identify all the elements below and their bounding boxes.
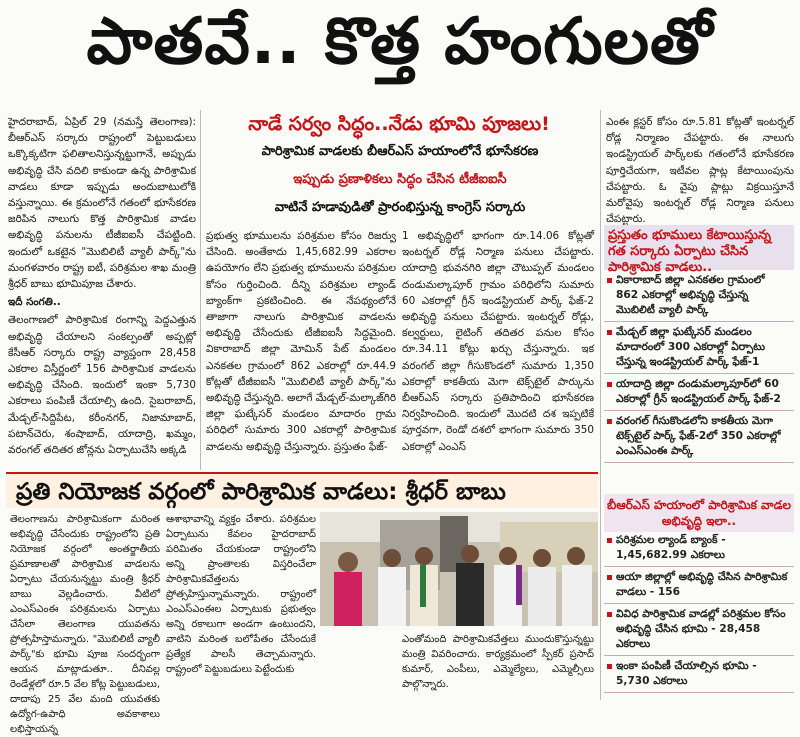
sub-headline-1: నాడే సర్వం సిద్ధం..నేడు భూమి పూజలు! xyxy=(248,113,550,135)
list-item: వరంగల్ గీసుకొండలోని కాకతీయ మెగా టెక్స్‌టైల్ పార్క్ ఫేజ్-2లో 350 ఎకరాల్లో ఎంఎస్ఎంఈ పార్క్ xyxy=(604,411,794,463)
box2-list xyxy=(604,530,794,693)
list-item: మేడ్చల్ జిల్లా ఘట్కేసర్ మండలం మాదారంలో 300 ఎకరాల్లో ఏర్పాటు చేస్తున్న ఇండస్ట్రియల్ పార్క్ ఫేజ్-1 xyxy=(604,322,794,374)
list-item: వికారాబాద్ జిల్లా ఎనకతల గ్రామంలో 862 ఎకరాల్లో అభివృద్ధి చేస్తున్న మొబిలిటీ వ్యాలీ పార్క్ xyxy=(604,270,794,322)
box1-title: ప్రస్తుతం భూములు కేటాయిస్తున్న గత సర్కారు ఏర్పాటు చేసిన పారిశ్రామిక వాడలు.. xyxy=(604,225,794,270)
column-1-subhead: ఇదీ సంగతి.. xyxy=(8,296,61,309)
column-1 xyxy=(8,114,196,458)
banner-headline: ప్రతి నియోజక వర్గంలో పారిశ్రామిక వాడలు: శ్రీధర్ బాబు xyxy=(6,472,598,508)
event-photo xyxy=(320,512,598,626)
list-item: పరిశ్రమల ల్యాండ్ బ్యాంక్ - 1,45,682.99 ఎకరాలు xyxy=(604,530,794,567)
sub-headline-4: వాటినే హడావుడితో ప్రారంభిస్తున్న కాంగ్రెస్ సర్కారు xyxy=(274,200,526,215)
photo-illustration xyxy=(320,512,598,626)
headline: పాతవే.. కొత్త హంగులతో xyxy=(86,4,714,79)
box2-title: బీఆర్ఎస్ హయాంలో పారిశ్రామిక వాడల అభివృద్ధి ఇలా.. xyxy=(604,494,794,532)
column-1-para-2: తెలంగాణలో పారిశ్రామిక రంగాన్ని పెద్దఎత్తున అభివృద్ధి చేయాలని సంకల్పంతో అప్పట్లో కేసీఆర్ సర్కారు రాష్ట్ర వ్యాప్తంగా 28,458 ఎకరాల విస్తీర్ణంలో 156 పారిశ్రామిక వాడలను అభివృద్ధి చేసింది. ఇందులో ఇంకా 5,730 ఎకరాలు పంపిణీ చేయాల్సి ఉంది. సైబరాబాద్, మేడ్చల్-సిద్దిపేట, కరీంనగర్, నిజామాబాద్, పటాన్‌చెరు, శంషాబాద్, యాదాద్రి, ఖమ్మం, వరంగల్ తదితర జోన్లను ఏర్పాటుచేసి అక్కడి xyxy=(8,314,196,457)
bottom-column-2: ఆశాభావాన్ని వ్యక్తం చేశారు. పరిశ్రమల ఏర్పాటును కేవలం హైదరాబాద్ పరిమితం చేయకుండా రాష్ట్రంలోని అన్ని ప్రాంతాలకు విస్తరించేలా పారిశ్రామికవేత్తలను ప్రోత్సహిస్తున్నామన్నారు. రాష్ట్రంలో ఎంఎస్ఎంఈల ఏర్పాటుకు ప్రభుత్వం అన్ని రకాలుగా అండగా ఉంటుందని, వాటిని మరింత బలోపేతం చేసేందుకే ప్రత్యేక పాలసీ తెచ్చామన్నారు. రాష్ట్రంలో పెట్టుబడులు పెట్టేందుకు xyxy=(166,514,316,675)
column-1-para-1: హైదరాబాద్, ఏప్రిల్ 29 (నమస్తే తెలంగాణ): బీఆర్ఎస్ సర్కారు రాష్ట్రంలో పెట్టుబడులు ఒక్కొక్కటిగా ఫలితాలనిస్తున్నట్టుగానే, అప్పుడు అభివృద్ధి చేసి వదిలి కాకుండా ఉన్న పారిశ్రామిక వాడలు కూడా ఇప్పుడు అందుబాటులోకి వస్తున్నాయి. ఈ క్రమంలోనే గతంలో భూసేకరణ జరిపిన నాలుగు కొత్త పారిశ్రామిక వాడల అభివృద్ధి పనులను టీజీఐఐసీ చేపట్టింది. ఇందులో ఒకటైన "మొబిలిటీ వ్యాలీ పార్క్"ను మంగళవారం రాష్ట్ర ఐటీ, పరిశ్రమల శాఖ మంత్రి శ్రీధర్ బాబు భూమిపూజ చేశారు. xyxy=(8,116,196,291)
sub-headline-3: ఇప్పుడు ప్రణాళికలు సిద్ధం చేసిన టీజీఐఐసీ xyxy=(293,172,507,187)
bottom-column-3: ఎంతోమంది పారిశ్రామికవేత్తలు ముందుకొస్తున్నట్టు మంత్రి వివరించారు. కార్యక్రమంలో స్పీకర్ ప్రసాద్ కుమార్, ఎంపీలు, ఎమ్మెల్యేలు, ఎమ్మెల్సీలు పాల్గొన్నారు. xyxy=(402,634,594,690)
list-item: వివిధ పారిశ్రామిక వాడల్లో పరిశ్రమల కోసం అభివృద్ధి చేసిన భూమి - 28,458 ఎకరాలు xyxy=(604,604,794,656)
list-item: యాదాద్రి జిల్లా దండుమల్కాపూర్‌లో 60 ఎకరాల్లో గ్రీన్ ఇండస్ట్రియల్ పార్క్ ఫేజ్-2 xyxy=(604,374,794,411)
sub-headline-2: పారిశ్రామిక వాడలకు బీఆర్ఎస్ హయాంలోనే భూసేకరణ xyxy=(261,144,539,159)
column-4-top: ఎంఈ క్లస్టర్ కోసం రూ.5.81 కోట్లతో ఇంటర్నల్ రోడ్ల నిర్మాణం చేపట్టారు. ఈ నాలుగు ఇండస్ట్రియల్ పార్క్‌లకు గతంలోనే భూసేకరణ పూర్తిచేయగా, ఇటీవల ప్లాట్ల కేటాయింపును చేపట్టారు. ఓ వైపు ప్లాట్లు విక్రయిస్తూనే మరోవైపు ఇంటర్నల్ రోడ్ల నిర్మాణ పనులు చేపట్టారు. xyxy=(606,116,794,226)
bottom-column-1: తెలంగాణను పారిశ్రామికంగా మరింత అభివృద్ధి చేసేందుకు రాష్ట్రంలోని ప్రతి నియోజక వర్గంలో అంతర్జాతీయ ప్రమాణాలతో పారిశ్రామిక వాడలను ఏర్పాటు చేయనున్నట్టు మంత్రి శ్రీధర్ బాబు వెల్లడించారు. వీటిలో ఎంఎస్ఎంఈ పరిశ్రమలను ఏర్పాటు చేసేలా తెలంగాణ యువతను ప్రోత్సహిస్తామన్నారు. "మొబిలిటీ వ్యాలీ పార్క్"కు భూమి పూజ సందర్భంగా ఆయన మాట్లాడుతూ.. దీనివల్ల రెండేళ్లలో రూ.5 వేల కోట్ల పెట్టుబడులు, దాదాపు 25 వేల మంది యువతకు ఉద్యోగ-ఉపాధి అవకాశాలు లభిస్తాయన్న xyxy=(10,514,160,735)
list-item: ఇంకా పంపిణీ చేయాల్సిన భూమి - 5,730 ఎకరాలు xyxy=(604,656,794,693)
box1-list xyxy=(604,270,794,463)
column-2: ప్రభుత్వ భూములను పరిశ్రమల కోసం రిజర్వు చేసింది. అంతేకాదు 1,45,682.99 ఎకరాల ఉపయోగం లేని ప్రభుత్వ భూములను పరిశ్రమల కోసం గుర్తించింది. దీన్ని పరిశ్రమల ల్యాండ్ బ్యాంక్‌గా ప్రకటించింది. ఈ నేపథ్యంలోనే తాజాగా నాలుగు పారిశ్రామిక వాడలను అభివృద్ధి చేసేందుకు టీజీఐఐసీ సిద్ధమైంది. వికారాబాద్ జిల్లా మోమిన్ పేట్ మండలం ఎనకతల గ్రామంలో 862 ఎకరాల్లో రూ.44.9 కోట్లతో టీజీఐఐసీ "మొబిలిటీ వ్యాలీ పార్క్"ను అభివృద్ధి చేస్తున్నది. అలాగే మేడ్చల్-మల్కాజ్‌గిరి జిల్లా ఘట్కేసర్ మండలం మాదారం గ్రామ పరిధిలో సుమారు 300 ఎకరాల్లో పారిశ్రామిక వాడలను అభివృద్ధి చేస్తున్నారు. ప్రస్తుతం ఫేజ్- xyxy=(206,230,396,453)
column-3: 1 అభివృద్ధిలో భాగంగా రూ.14.06 కోట్లతో ఇంటర్నల్ రోడ్ల నిర్మాణ పనులు చేపట్టారు. యాదాద్రి భువనగిరి జిల్లా చౌటుప్పల్ మండలం దండుమల్కాపూర్ గ్రామం పరిధిలోని సుమారు 60 ఎకరాల్లో గ్రీన్ ఇండస్ట్రియల్ పార్క్ ఫేజ్-2 అభివృద్ధి పనులు చేపట్టారు. ఇంటర్నల్ రోడ్లు, కల్వర్టులు, లైటింగ్ తదితర పనుల కోసం రూ.34.11 కోట్లు ఖర్చు చేస్తున్నారు. ఇక వరంగల్ జిల్లా గీసుకొండలో సుమారు 1,350 ఎకరాల్లో కాకతీయ మెగా టెక్స్‌టైల్ పార్కును బీఆర్ఎస్ సర్కారు ప్రతిపాదించి భూసేకరణ నిర్వహించింది. ఇందులో మొదటి దశ ఇప్పటికే పూర్తవగా, రెండో దశలో భాగంగా సుమారు 350 ఎకరాల్లో ఎంఎస్ xyxy=(402,230,594,453)
list-item: ఆయా జిల్లాల్లో అభివృద్ధి చేసిన పారిశ్రామిక వాడలు - 156 xyxy=(604,567,794,604)
